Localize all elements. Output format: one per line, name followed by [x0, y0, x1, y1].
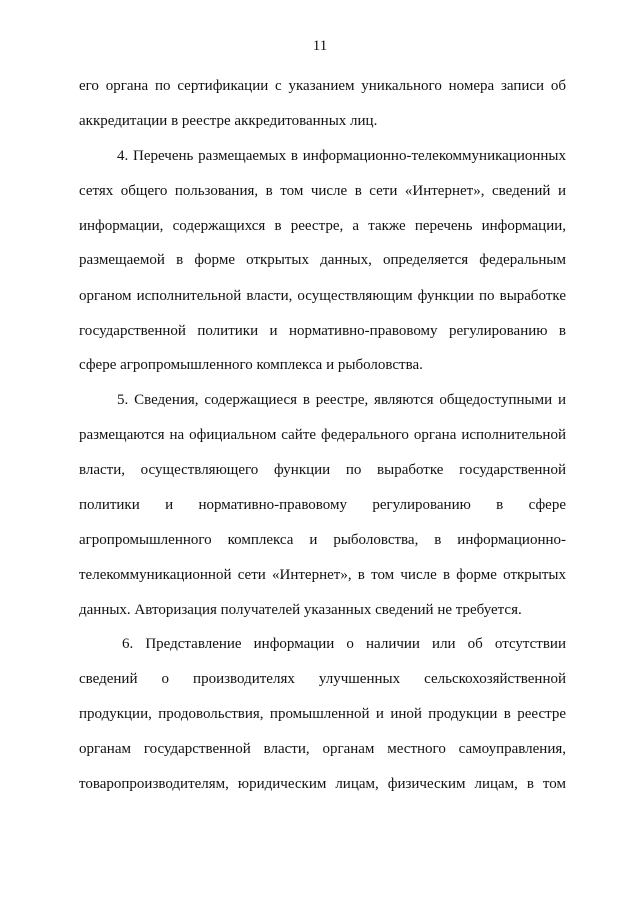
text-line: продукции, продовольствия, промышленной и иной продукции в реестре: [79, 706, 566, 722]
text-line: информации, содержащихся в реестре, а также перечень информации,: [79, 218, 566, 234]
text-line: аккредитации в реестре аккредитованных лиц.: [79, 113, 378, 129]
text-line: сетях общего пользования, в том числе в сети «Интернет», сведений и: [79, 183, 566, 199]
text-line: 6. Представление информации о наличии или об отсутствии: [122, 636, 566, 652]
text-line: политики и нормативно-правовому регулированию в сфере: [79, 497, 566, 513]
page-number: 11: [312, 38, 328, 54]
text-line: размещаемой в форме открытых данных, определяется федеральным: [79, 252, 566, 268]
text-line: размещаются на официальном сайте федерального органа исполнительной: [79, 427, 566, 443]
text-line: его органа по сертификации с указанием уникального номера записи об: [79, 78, 566, 94]
text-line: государственной политики и нормативно-правовому регулированию в: [79, 323, 566, 339]
text-line: власти, осуществляющего функции по выработке государственной: [79, 462, 566, 478]
text-line: агропромышленного комплекса и рыболовства, в информационно-: [79, 532, 566, 548]
text-line: товаропроизводителям, юридическим лицам, физическим лицам, в том: [79, 776, 566, 792]
text-line: органом исполнительной власти, осуществляющим функции по выработке: [79, 288, 566, 304]
text-line: сведений о производителях улучшенных сельскохозяйственной: [79, 671, 566, 687]
text-line: данных. Авторизация получателей указанных сведений не требуется.: [79, 602, 522, 618]
text-line: телекоммуникационной сети «Интернет», в том числе в форме открытых: [79, 567, 566, 583]
text-line: сфере агропромышленного комплекса и рыболовства.: [79, 357, 423, 373]
text-line: органам государственной власти, органам местного самоуправления,: [79, 741, 566, 757]
text-line: 4. Перечень размещаемых в информационно-телекоммуникационных: [117, 148, 566, 164]
text-line: 5. Сведения, содержащиеся в реестре, являются общедоступными и: [117, 392, 566, 408]
